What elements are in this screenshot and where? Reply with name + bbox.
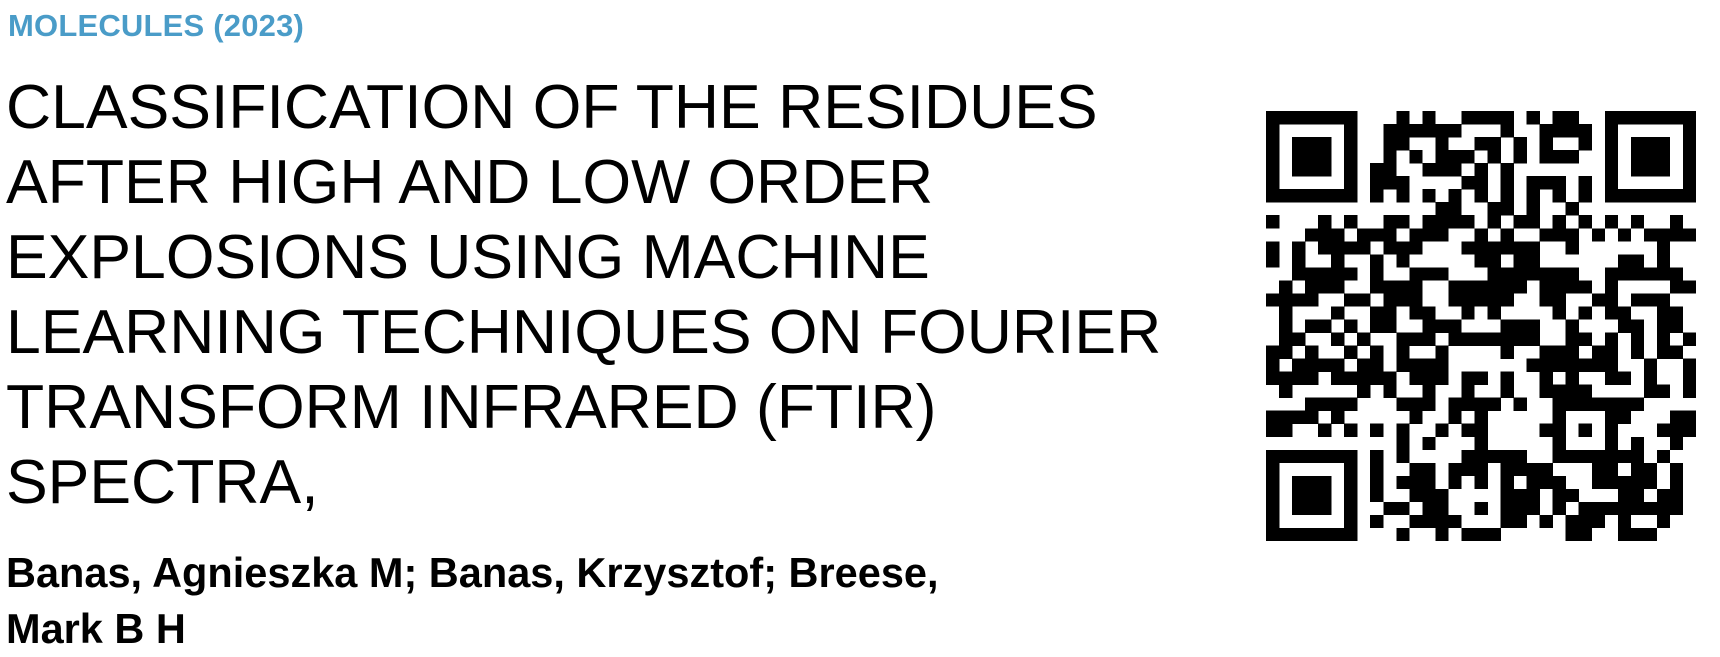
journal-name: MOLECULES (2023): [8, 8, 305, 43]
qr-code-icon: [1266, 111, 1696, 541]
paper-authors: Banas, Agnieszka M; Banas, Krzysztof; Breese, Mark B H: [6, 549, 939, 652]
qr-code[interactable]: [1266, 111, 1696, 541]
paper-title: CLASSIFICATION OF THE RESIDUES AFTER HIGH AND LOW ORDER EXPLOSIONS USING MACHINE LEARNING TECHNIQUES ON FOURIER TRANSFORM INFRARED (FTIR) SPECTRA,: [6, 72, 1162, 517]
